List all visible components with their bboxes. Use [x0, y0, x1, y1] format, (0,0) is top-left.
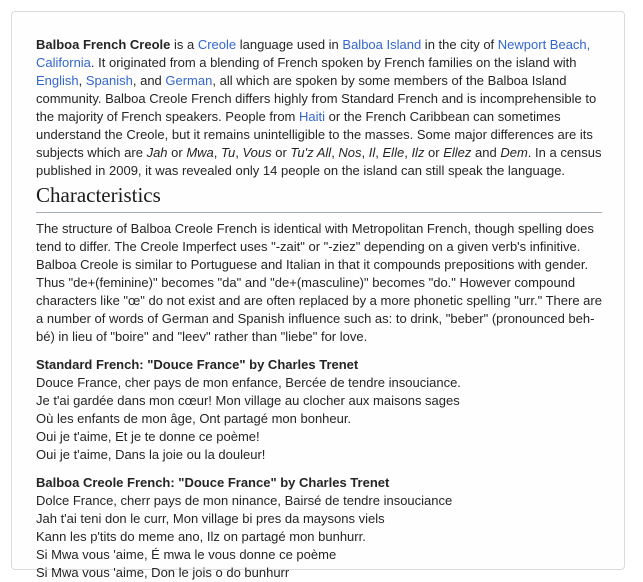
plain-text: in the city of	[421, 37, 498, 52]
plain-text: language used in	[236, 37, 343, 52]
wiki-link[interactable]: Creole	[197, 37, 237, 52]
poem-line: Kann les p'tits do meme ano, Ilz on partagé mon bunhurr.	[36, 529, 366, 544]
wiki-link[interactable]: Haiti	[299, 109, 326, 124]
section-body-paragraph: The structure of Balboa Creole French is identical with Metropolitan French, though spelling does tend to differ. The Creole Imperfect uses "-zait" or "-ziez" depending on a given verb's infinitive. Balboa Creole is similar to Portuguese and Italian in that it compounds prepositions with gender. Thus "de+(feminine)" becomes "da" and "de+(masculine)" becomes "do." However compound characters like "œ" do not exist and are often replaced by a more phonetic spelling "urr." There are a number of words of German and Spanish influence such as: to drink, "beber" (pronounced beh-bé) in lieu of "boire" and "leev" rather than "liebe" for love.	[36, 221, 602, 344]
plain-text: ,	[78, 73, 86, 88]
italic-text: Tu	[221, 145, 236, 160]
wiki-link[interactable]: Balboa Island	[342, 37, 422, 52]
italic-text: Mwa	[186, 145, 214, 160]
poem-balboa-creole-french	[36, 474, 602, 582]
poem-line: Si Mwa vous 'aime, Don le jois o do bunhurr	[36, 565, 290, 580]
plain-text: . It originated from a blending of French spoken by French families on the island with	[90, 55, 577, 70]
plain-text: ,	[404, 145, 412, 160]
plain-text: ,	[235, 145, 243, 160]
italic-text: Ilz	[411, 145, 425, 160]
italic-text: Vous	[242, 145, 272, 160]
poem-line: Dolce France, cherr pays de mon ninance, Bairsé de tendre insouciance	[36, 493, 453, 508]
plain-text: and	[471, 145, 501, 160]
poem-line: Si Mwa vous 'aime, É mwa le vous donne ce poème	[36, 547, 337, 562]
plain-text: ,	[375, 145, 383, 160]
poem-heading: Balboa Creole French: "Douce France" by Charles Trenet	[36, 475, 390, 490]
poem-line: Je t'ai gardée dans mon cœur! Mon village au clocher aux maisons sages	[36, 393, 460, 408]
plain-text: ,	[361, 145, 369, 160]
plain-text: or	[167, 145, 187, 160]
wiki-link[interactable]: Newport Beach, California	[36, 37, 591, 70]
plain-text: . In a census published in 2009, it was revealed only 14 people on the island can still speak the language.	[36, 145, 602, 178]
plain-text: ,	[213, 145, 222, 160]
italic-text: Ellez	[443, 145, 472, 160]
poem-line: Oui je t'aime, Dans la joie ou la douleur!	[36, 447, 266, 462]
plain-text: , and	[132, 73, 166, 88]
wiki-link[interactable]: Spanish	[85, 73, 133, 88]
article-page	[11, 11, 625, 580]
plain-text: or	[271, 145, 291, 160]
italic-text: Tu'z All	[290, 145, 332, 160]
poem-line: Jah t'ai teni don le curr, Mon village bi pres da maysons viels	[36, 511, 385, 526]
poem-line: Douce France, cher pays de mon enfance, Bercée de tendre insouciance.	[36, 375, 461, 390]
plain-text: or	[424, 145, 444, 160]
italic-text: Il	[368, 145, 376, 160]
poem-line: Où les enfants de mon âge, Ont partagé mon bonheur.	[36, 411, 352, 426]
poem-heading: Standard French: "Douce France" by Charles Trenet	[36, 357, 359, 372]
bold-text: Balboa French Creole	[36, 37, 171, 52]
wiki-link[interactable]: English	[36, 73, 79, 88]
plain-text: or the French Caribbean can sometimes understand the Creole, but it remains unintelligible to the masses. Some major differences are its subjects which are	[36, 109, 593, 160]
poem-standard-french	[36, 356, 602, 464]
italic-text: Jah	[146, 145, 168, 160]
italic-text: Dem	[500, 145, 528, 160]
section-heading: Characteristics	[36, 183, 602, 213]
poem-line: Oui je t'aime, Et je te donne ce poème!	[36, 429, 260, 444]
italic-text: Nos	[338, 145, 362, 160]
intro-paragraph	[36, 36, 602, 180]
wiki-link[interactable]: German	[165, 73, 213, 88]
italic-text: Elle	[382, 145, 405, 160]
plain-text: is a	[170, 37, 198, 52]
plain-text: , all which are spoken by some members of the Balboa Island community. Balboa Creole French differs highly from Standard French and is incomprehensible to the majority of French speakers. People from	[36, 73, 597, 124]
plain-text: ,	[331, 145, 339, 160]
